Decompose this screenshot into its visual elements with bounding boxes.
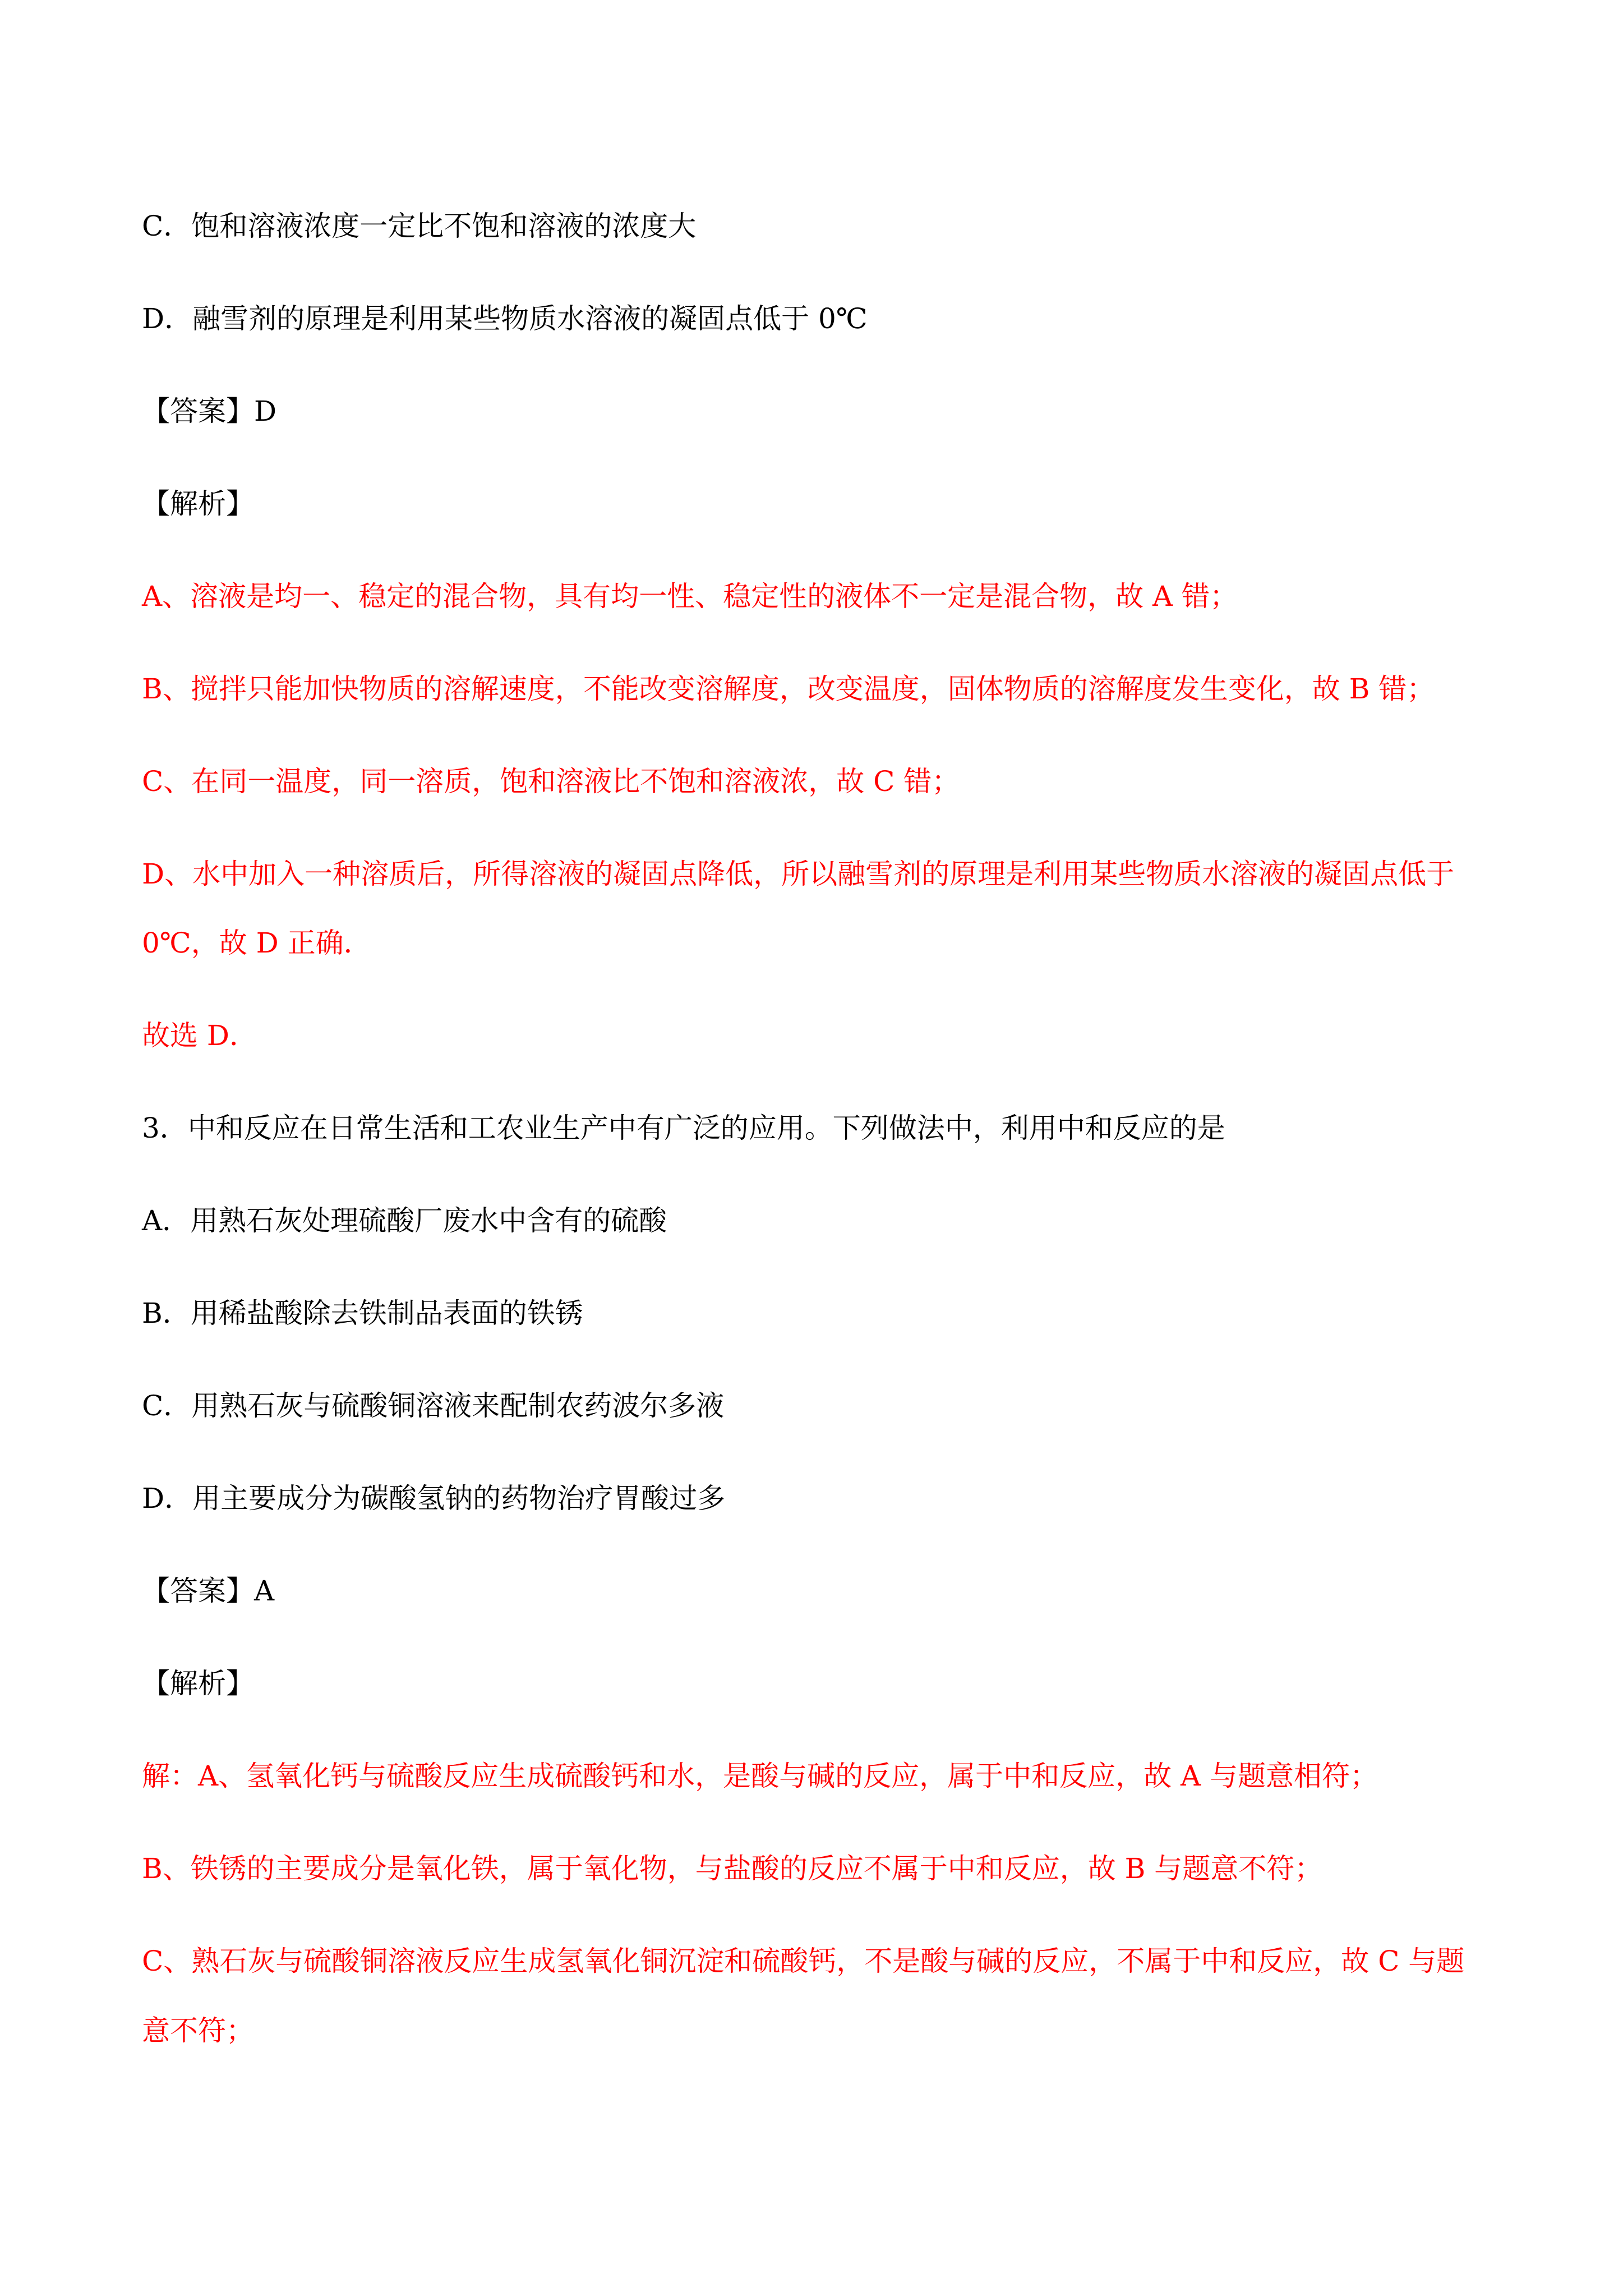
q3-analysis-b: B、铁锈的主要成分是氧化铁，属于氧化物，与盐酸的反应不属于中和反应，故 B 与题意不符； (142, 1852, 1323, 1885)
q3-option-d: D．用主要成分为碳酸氢钠的药物治疗胃酸过多 (142, 1482, 726, 1515)
q2-analysis-a: A、溶液是均一、稳定的混合物，具有均一性、稳定性的液体不一定是混合物，故 A 错； (142, 580, 1238, 613)
q2-analysis-b: B、搅拌只能加快物质的溶解速度，不能改变溶解度，改变温度，固体物质的溶解度发生变化，故 B 错； (142, 673, 1435, 705)
q3-analysis-a: 解：A、氢氧化钙与硫酸反应生成硫酸钙和水，是酸与碱的反应，属于中和反应，故 A 与题意相符； (142, 1760, 1378, 1792)
answer-label: 【答案】 (142, 395, 254, 427)
q3-analysis-c-line1: C、熟石灰与硫酸铜溶液反应生成氢氧化铜沉淀和硫酸钙，不是酸与碱的反应，不属于中和反应，故 C 与题 (142, 1945, 1465, 1977)
q3-option-c: C．用熟石灰与硫酸铜溶液来配制农药波尔多液 (142, 1389, 725, 1422)
q2-answer (142, 394, 276, 428)
q2-option-d: D．融雪剂的原理是利用某些物质水溶液的凝固点低于 0℃ (142, 302, 868, 335)
q3-analysis-c-line2: 意不符； (142, 2014, 254, 2047)
q3-option-b: B．用稀盐酸除去铁制品表面的铁锈 (142, 1297, 583, 1329)
q3-option-a: A．用熟石灰处理硫酸厂废水中含有的硫酸 (142, 1204, 667, 1237)
answer-label: 【答案】 (142, 1575, 254, 1607)
answer-value: A (254, 1575, 275, 1607)
q2-conclusion: 故选 D． (142, 1019, 257, 1052)
q2-option-c: C．饱和溶液浓度一定比不饱和溶液的浓度大 (142, 210, 697, 242)
q3-stem: 3．中和反应在日常生活和工农业生产中有广泛的应用。下列做法中，利用中和反应的是 (142, 1112, 1225, 1144)
answer-value: D (254, 395, 277, 427)
q3-analysis-label: 【解析】 (142, 1667, 254, 1700)
q2-analysis-label: 【解析】 (142, 487, 254, 520)
q2-analysis-c: C、在同一温度，同一溶质，饱和溶液比不饱和溶液浓，故 C 错； (142, 765, 960, 798)
q2-analysis-d-line2: 0℃，故 D 正确． (142, 927, 372, 959)
q3-answer (142, 1574, 274, 1608)
q2-analysis-d-line1: D、水中加入一种溶质后，所得溶液的凝固点降低，所以融雪剂的原理是利用某些物质水溶液的凝固点低于 (142, 858, 1455, 890)
